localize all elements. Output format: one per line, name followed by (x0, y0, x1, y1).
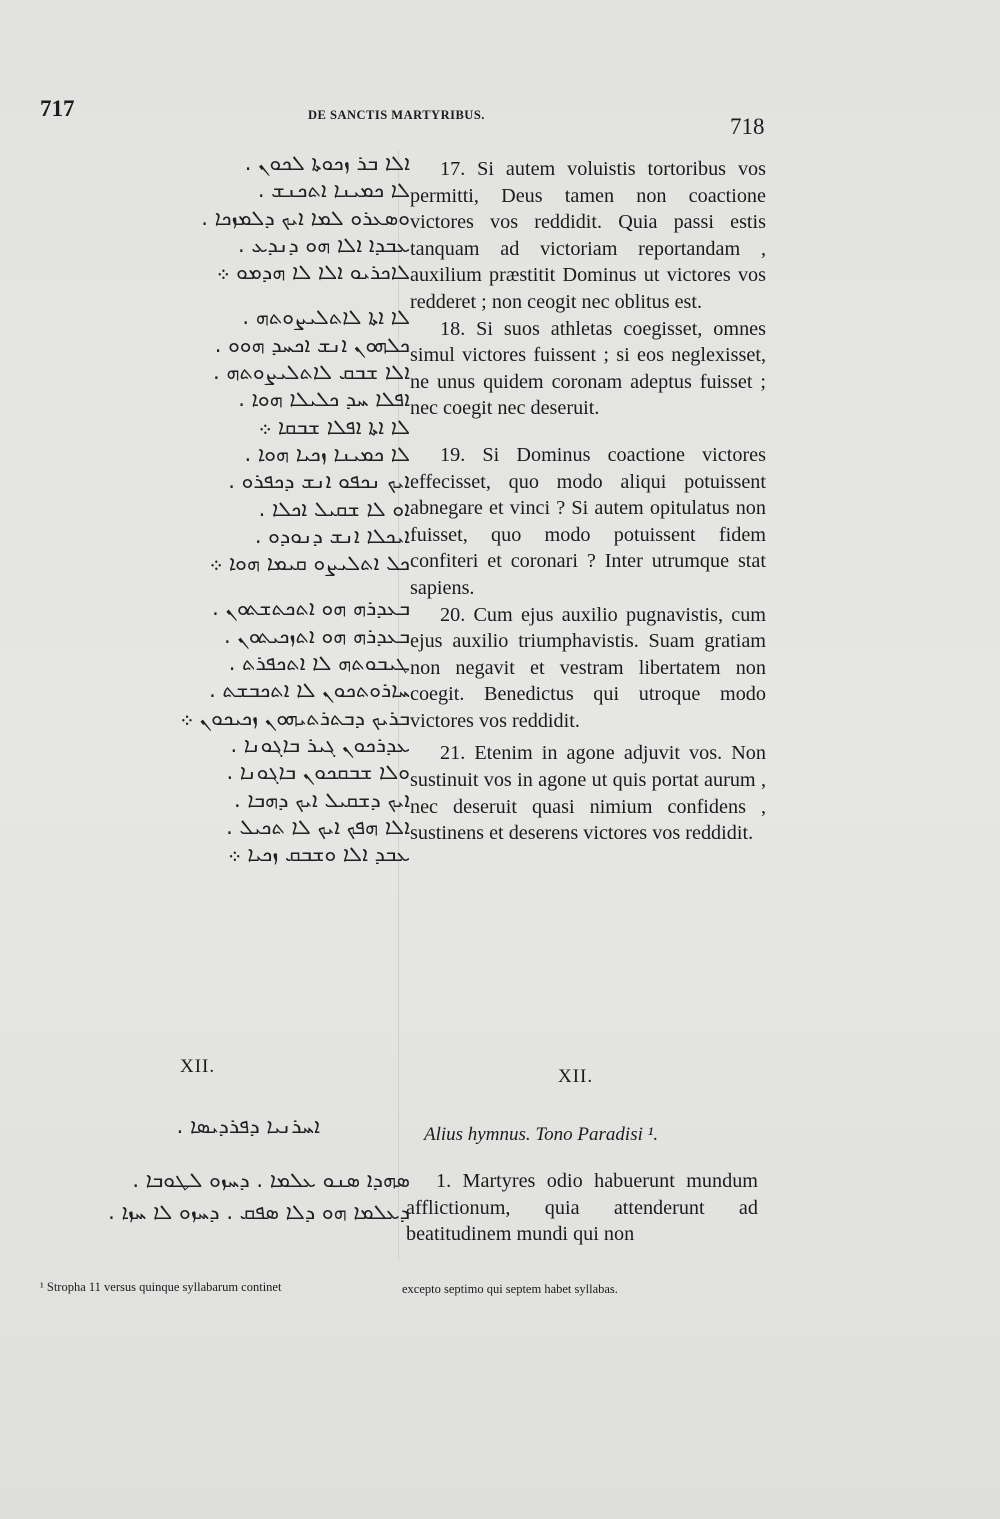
syriac-hymn-title: ܐܚܪܢܝܐ ܕܦܪܕܝܣܐ . (176, 1114, 320, 1138)
syriac-stanza (30, 441, 410, 577)
syriac-line: ܐܠܐ ܗܦܟ ܐܝܟ ܠܐ ܬܟܝܠ . (226, 814, 410, 839)
latin-paragraph: 19. Si Dominus coactione victores effecisset, quo modo aliqui potuissent abnegare et vinci ? Si autem opitulatus non fuisset, quo modo potuissent fidem confiteri et coronari ? Inter utrumque stat sapiens. (410, 443, 766, 599)
latin-hymn (406, 1168, 758, 1248)
section-numeral-right: XII. (558, 1066, 594, 1087)
syriac-hymn (30, 1110, 410, 1228)
hymn-subtitle: Alius hymnus. Tono Paradisi ¹. (424, 1124, 659, 1145)
latin-paragraph: 18. Si suos athletas coegisset, omnes simul victores fuissent ; si eos neglexisset, ne unus quidem coronam adeptus fuisset ; nec coegit nec deseruit. (410, 317, 766, 420)
syriac-line: ܚܐܪܘܬܟܘܢ ܠܐ ܐܬܟܒܫܬ . (209, 678, 410, 703)
syriac-line: ܣܗܕܐ ܣܢܘ ܥܠܡܐ . ܕܚܙܘ ܠܛܘܒܐ . (132, 1168, 410, 1192)
syriac-line: ܠܐܟܪܝܘ ܐܠܐ ܠܐ ܗܕܡܘ ܀ (216, 260, 410, 285)
syriac-line: ܐܝܟ ܢܟܦܘ ܐܢܫ ܕܟܦܪܘ . (228, 469, 410, 494)
latin-paragraph: 20. Cum ejus auxilio pugnavistis, cum ejus auxilio triumphavistis. Suam gratiam non negavit et vestram libertatem non coegit. Benedictus qui utroque modo victores vos reddidit. (410, 603, 766, 732)
syriac-line: ܒܪܝܟ ܕܒܬܪܬܝܗܘܢ ܙܟܝܟܘܢ ܀ (180, 705, 410, 730)
syriac-line: ܠܐ ܐܬܐ ܐܦܠܐ ܫܒܩܐ ܀ (258, 414, 410, 439)
syriac-line: ܥܕܪܟܘܢ ܓܝܪ ܒܐܓܘܢܐ . (230, 732, 410, 757)
syriac-line: ܐܘ ܠܐ ܫܩܝܠ ܐܟܠܐ . (258, 496, 410, 521)
syriac-line: ܟܠ ܐܬܠܝܨܘ ܩܝܡܐ ܗܘܐ ܀ (209, 551, 410, 576)
syriac-line: ܐܠܐ ܫܒܩ ܠܐܬܠܝܨܘܬܗ . (213, 360, 410, 385)
syriac-line: ܕܥܠܡܐ ܗܘ ܕܠܐ ܣܦܩ . ܕܚܙܘ ܠܐ ܚܙܐ . (108, 1200, 410, 1224)
latin-paragraph: 1. Martyres odio habuerunt mundum afflictionum, quia attenderunt ad beatitudinem mundi qui non (406, 1170, 758, 1246)
syriac-line: ܐܝܟܠܐ ܐܢܫ ܕܢܘܕܘ . (254, 523, 410, 548)
syriac-stanza (30, 595, 410, 731)
running-title: DE SANCTIS MARTYRIBUS. (308, 108, 485, 122)
syriac-stanza (30, 732, 410, 868)
latin-paragraph: 21. Etenim in agone adjuvit vos. Non sustinuit vos in agone ut quis portat aurum , nec deseruit quasi nimium confidens , sustinens et deserens victores vos reddidit. (410, 742, 766, 845)
syriac-line: ܠܐ ܟܡܝܢܐ ܙܟܝܐ ܗܘܐ . (244, 441, 410, 466)
syriac-line: ܒܥܕܪܗ ܗܘ ܐܬܙܟܝܬܘܢ . (223, 623, 410, 648)
syriac-line: ܐܝܟ ܕܫܩܝܠ ܐܝܟ ܕܗܒܐ . (234, 787, 410, 812)
syriac-line: ܥܒܕܐ ܐܠܐ ܗܘ ܕܢܕܥ . (237, 232, 410, 257)
syriac-line: ܒܥܕܪܗ ܗܘ ܐܬܟܬܫܬܘܢ . (212, 596, 410, 621)
syriac-line: ܠܐ ܟܡܝܢܐ ܐܬܟܢܫ . (257, 178, 410, 203)
syriac-line: ܘܠܐ ܫܒܩܟܘܢ ܒܐܓܘܢܐ . (226, 760, 410, 785)
syriac-line: ܠܐ ܐܬܐ ܠܐܬܠܝܨܘܬܗ . (242, 305, 410, 330)
syriac-stanza (30, 304, 410, 440)
syriac-line: ܐܠܐ ܒܪ ܙܟܘܬܐ ܠܟܘܢ . (244, 151, 410, 175)
syriac-stanza (30, 150, 410, 286)
syriac-line: ܐܦܠܐ ܚܕ ܟܠܝܠܐ ܗܘܐ . (238, 387, 410, 412)
footnote-left: ¹ Stropha 11 versus quinque syllabarum continet (40, 1280, 282, 1294)
page-number-left: 717 (40, 96, 75, 121)
syriac-column (30, 150, 410, 868)
footnote-right: excepto septimo qui septem habet syllabas. (402, 1282, 618, 1296)
latin-column (410, 156, 766, 847)
page-number-right: 718 (730, 114, 765, 139)
syriac-line: ܛܝܒܘܬܗ ܠܐ ܐܬܟܦܪܬ . (228, 651, 410, 676)
latin-paragraph: 17. Si autem voluistis tortoribus vos permitti, Deus tamen non coactione victores vos reddidit. Quia passi estis tanquam ad victoriam reportandam , auxilium præstitit Dominus ut victores vos redderet ; non ceogit nec oblitus est. (410, 158, 766, 313)
syriac-line: ܟܠܗܘܢ ܐܢܫ ܐܟܚܕ ܗܘܘ . (214, 332, 410, 357)
page-header (40, 96, 780, 139)
section-numeral-left: XII. (180, 1056, 216, 1077)
syriac-line: ܥܒܕ ܐܠܐ ܘܫܒܩ ܙܟܝܐ ܀ (228, 842, 410, 867)
syriac-line: ܘܣܥܪܘ ܠܡܐ ܐܝܟ ܕܠܡܙܟܐ . (201, 205, 410, 230)
